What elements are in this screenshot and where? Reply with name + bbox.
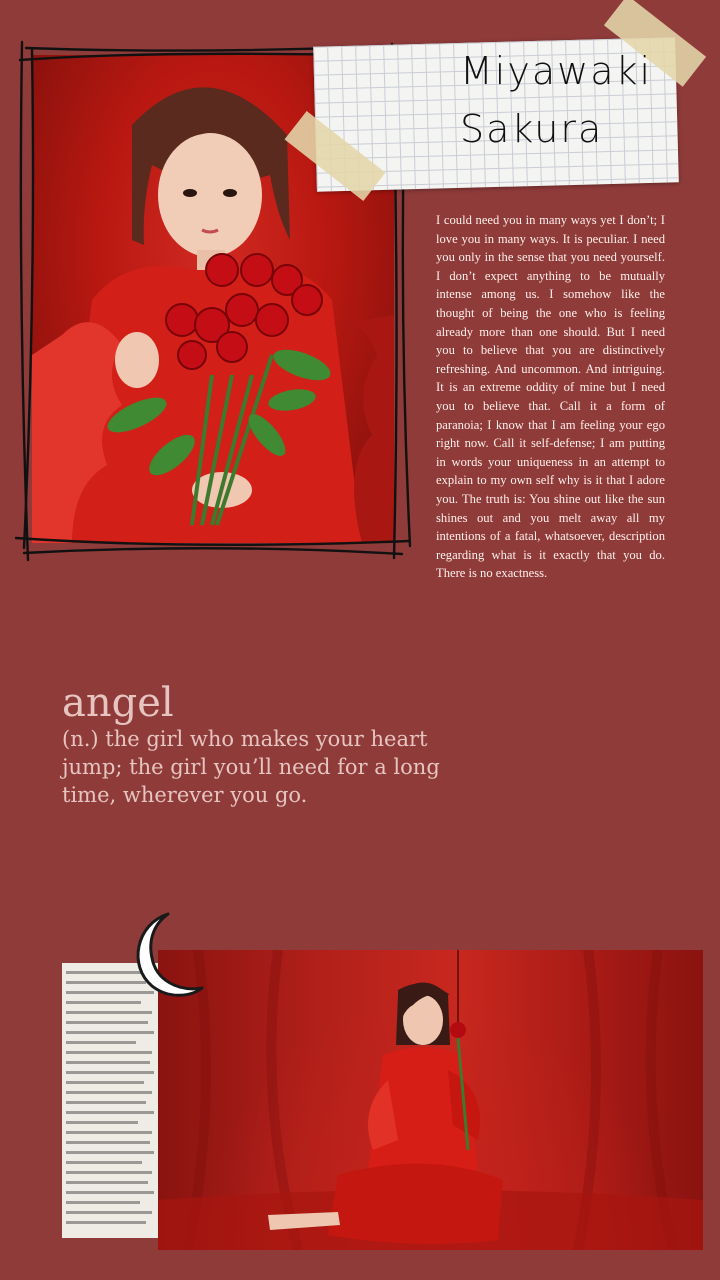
crescent-moon-icon	[122, 908, 212, 1004]
definition-text: (n.) the girl who makes your heart jump; the girl you’ll need for a long time, wherever you go.	[62, 727, 440, 807]
seated-figure-illustration	[158, 950, 703, 1250]
name-line-2: Sakura	[460, 107, 604, 151]
definition-word: angel	[62, 680, 174, 726]
name-card-text	[460, 42, 660, 158]
name-line-1: Miyawaki	[460, 49, 653, 93]
newspaper-scrap	[62, 963, 160, 1238]
bottom-photo	[158, 950, 703, 1250]
poem-paragraph: I could need you in many ways yet I don’t; I love you in many ways. It is peculiar. I need you only in the sense that you need yourself. I don’t expect anything to be mutually intense among us. I somehow like the thought of being the one who is feeling already more than one should. But I need you to believe that you are distinctively refreshing. And uncommon. And intriguing. It is an extreme oddity of mine but I need you to believe that. Call it a form of paranoia; I know that I am feeling your ego right now. Call it self-defense; I am putting in words your uniqueness in an attempt to explain to my own self why is it that I adore you. The truth is: You shine out like the sun shines out and you melt away all my intentions of a fatal, whatsoever, description regarding what is it exactly that you do. There is no exactness.	[436, 213, 665, 581]
